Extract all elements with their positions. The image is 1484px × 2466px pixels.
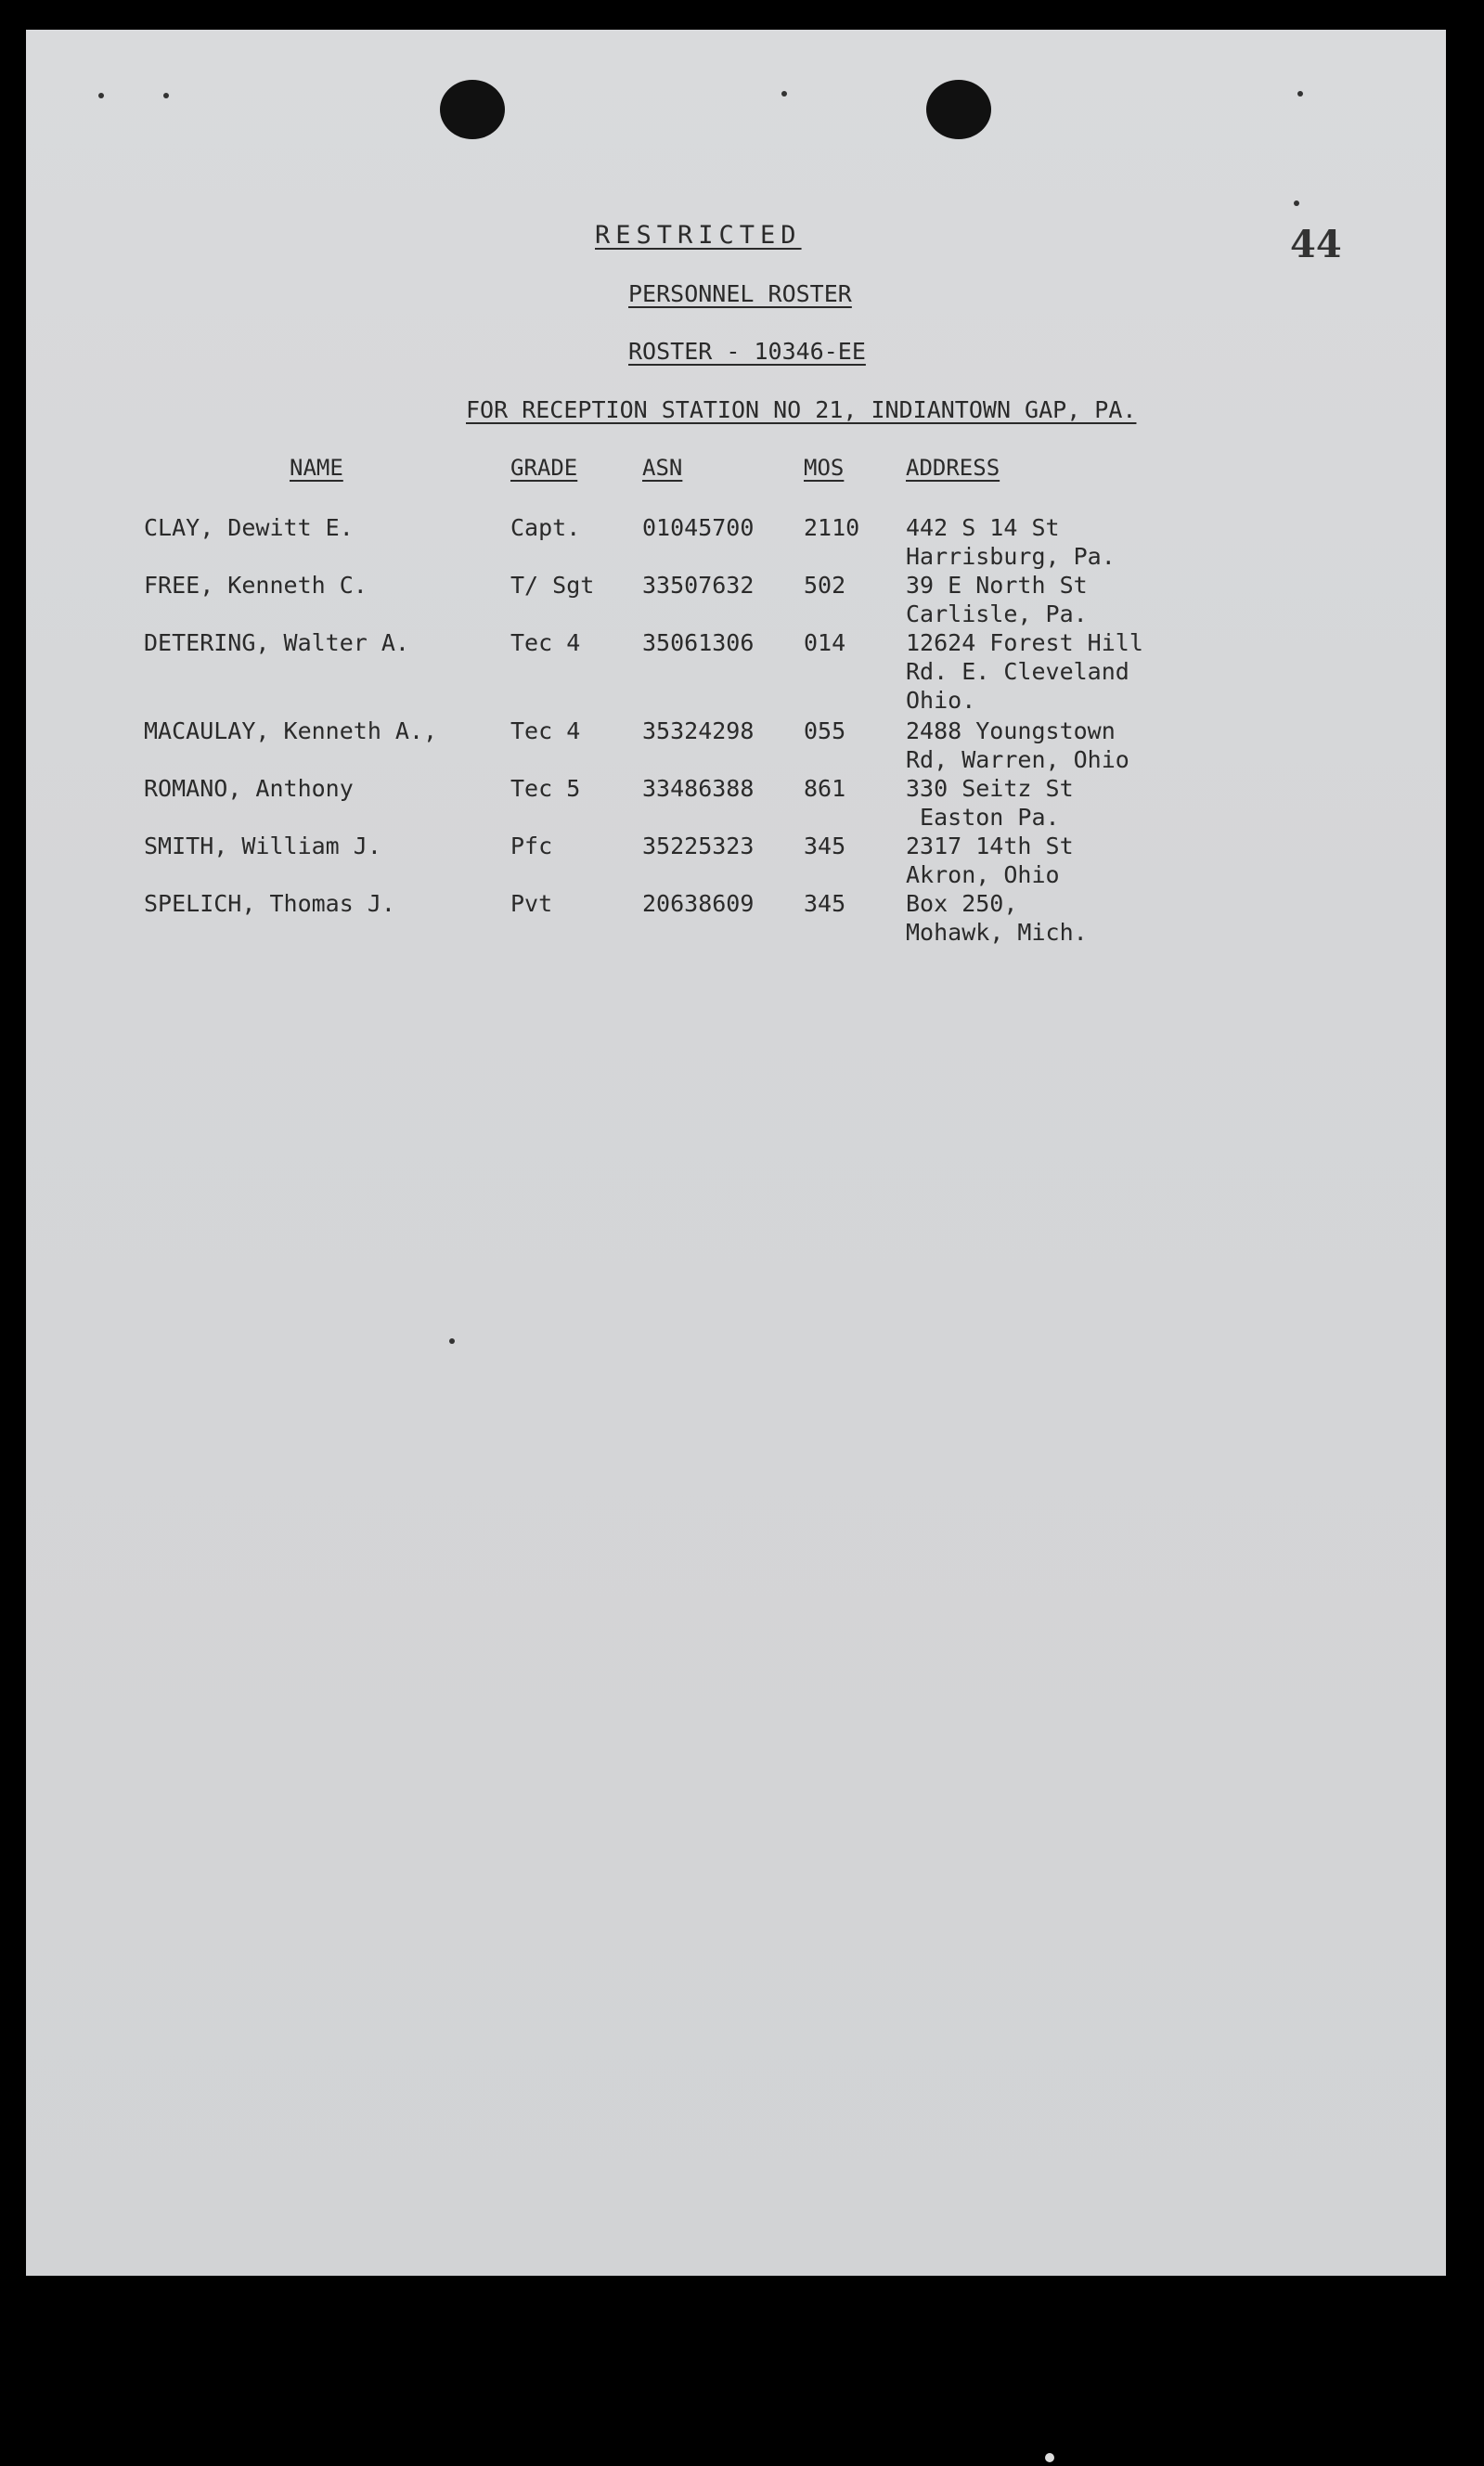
roster-address-cell: 442 S 14 St Harrisburg, Pa. xyxy=(906,514,1116,570)
roster-grade-cell: Pfc xyxy=(510,833,553,859)
speck xyxy=(1294,200,1299,206)
roster-address-cell: 39 E North St Carlisle, Pa. xyxy=(906,572,1088,627)
roster-grade-cell: T/ Sgt xyxy=(510,572,595,599)
roster-address-cell: 330 Seitz St Easton Pa. xyxy=(906,775,1074,831)
personnel-roster-heading: PERSONNEL ROSTER xyxy=(628,280,852,307)
roster-mos-cell: 345 xyxy=(804,833,846,859)
roster-asn-cell: 35324298 xyxy=(642,717,755,744)
roster-id-heading: ROSTER - 10346-EE xyxy=(628,338,866,365)
roster-asn-cell: 01045700 xyxy=(642,514,755,541)
roster-name-cell: DETERING, Walter A. xyxy=(144,629,409,656)
roster-address-cell: 2488 Youngstown Rd, Warren, Ohio xyxy=(906,717,1129,773)
speck xyxy=(98,93,104,98)
roster-name-cell: ROMANO, Anthony xyxy=(144,775,354,802)
speck xyxy=(1297,91,1303,97)
punch-hole-left xyxy=(440,80,505,139)
document-page xyxy=(26,30,1446,2276)
roster-asn-cell: 33486388 xyxy=(642,775,755,802)
roster-mos-cell: 014 xyxy=(804,629,846,656)
column-header-name: NAME xyxy=(290,455,343,481)
restricted-heading: RESTRICTED xyxy=(595,221,802,250)
roster-mos-cell: 2110 xyxy=(804,514,860,541)
roster-name-cell: MACAULAY, Kenneth A., xyxy=(144,717,438,744)
roster-name-cell: FREE, Kenneth C. xyxy=(144,572,368,599)
speck xyxy=(163,93,169,98)
speck xyxy=(449,1338,455,1344)
roster-address-cell: 12624 Forest Hill Rd. E. Cleveland Ohio. xyxy=(906,629,1143,714)
roster-grade-cell: Capt. xyxy=(510,514,581,541)
speck xyxy=(781,91,787,97)
roster-grade-cell: Tec 4 xyxy=(510,717,581,744)
page-number: 44 xyxy=(1290,223,1342,266)
roster-name-cell: SMITH, William J. xyxy=(144,833,381,859)
station-heading: FOR RECEPTION STATION NO 21, INDIANTOWN GAP, PA. xyxy=(466,396,1137,423)
roster-mos-cell: 345 xyxy=(804,890,846,917)
roster-grade-cell: Tec 5 xyxy=(510,775,581,802)
column-header-address: ADDRESS xyxy=(906,455,1000,481)
roster-asn-cell: 20638609 xyxy=(642,890,755,917)
roster-asn-cell: 35061306 xyxy=(642,629,755,656)
roster-mos-cell: 055 xyxy=(804,717,846,744)
roster-asn-cell: 33507632 xyxy=(642,572,755,599)
roster-mos-cell: 861 xyxy=(804,775,846,802)
roster-grade-cell: Pvt xyxy=(510,890,553,917)
roster-name-cell: SPELICH, Thomas J. xyxy=(144,890,395,917)
roster-address-cell: 2317 14th St Akron, Ohio xyxy=(906,833,1074,888)
roster-name-cell: CLAY, Dewitt E. xyxy=(144,514,354,541)
column-header-grade: GRADE xyxy=(510,455,578,481)
punch-hole-right xyxy=(926,80,991,139)
speck xyxy=(1045,2453,1054,2462)
column-header-asn: ASN xyxy=(642,455,683,481)
roster-grade-cell: Tec 4 xyxy=(510,629,581,656)
roster-mos-cell: 502 xyxy=(804,572,846,599)
column-header-mos: MOS xyxy=(804,455,845,481)
roster-address-cell: Box 250, Mohawk, Mich. xyxy=(906,890,1088,946)
roster-asn-cell: 35225323 xyxy=(642,833,755,859)
